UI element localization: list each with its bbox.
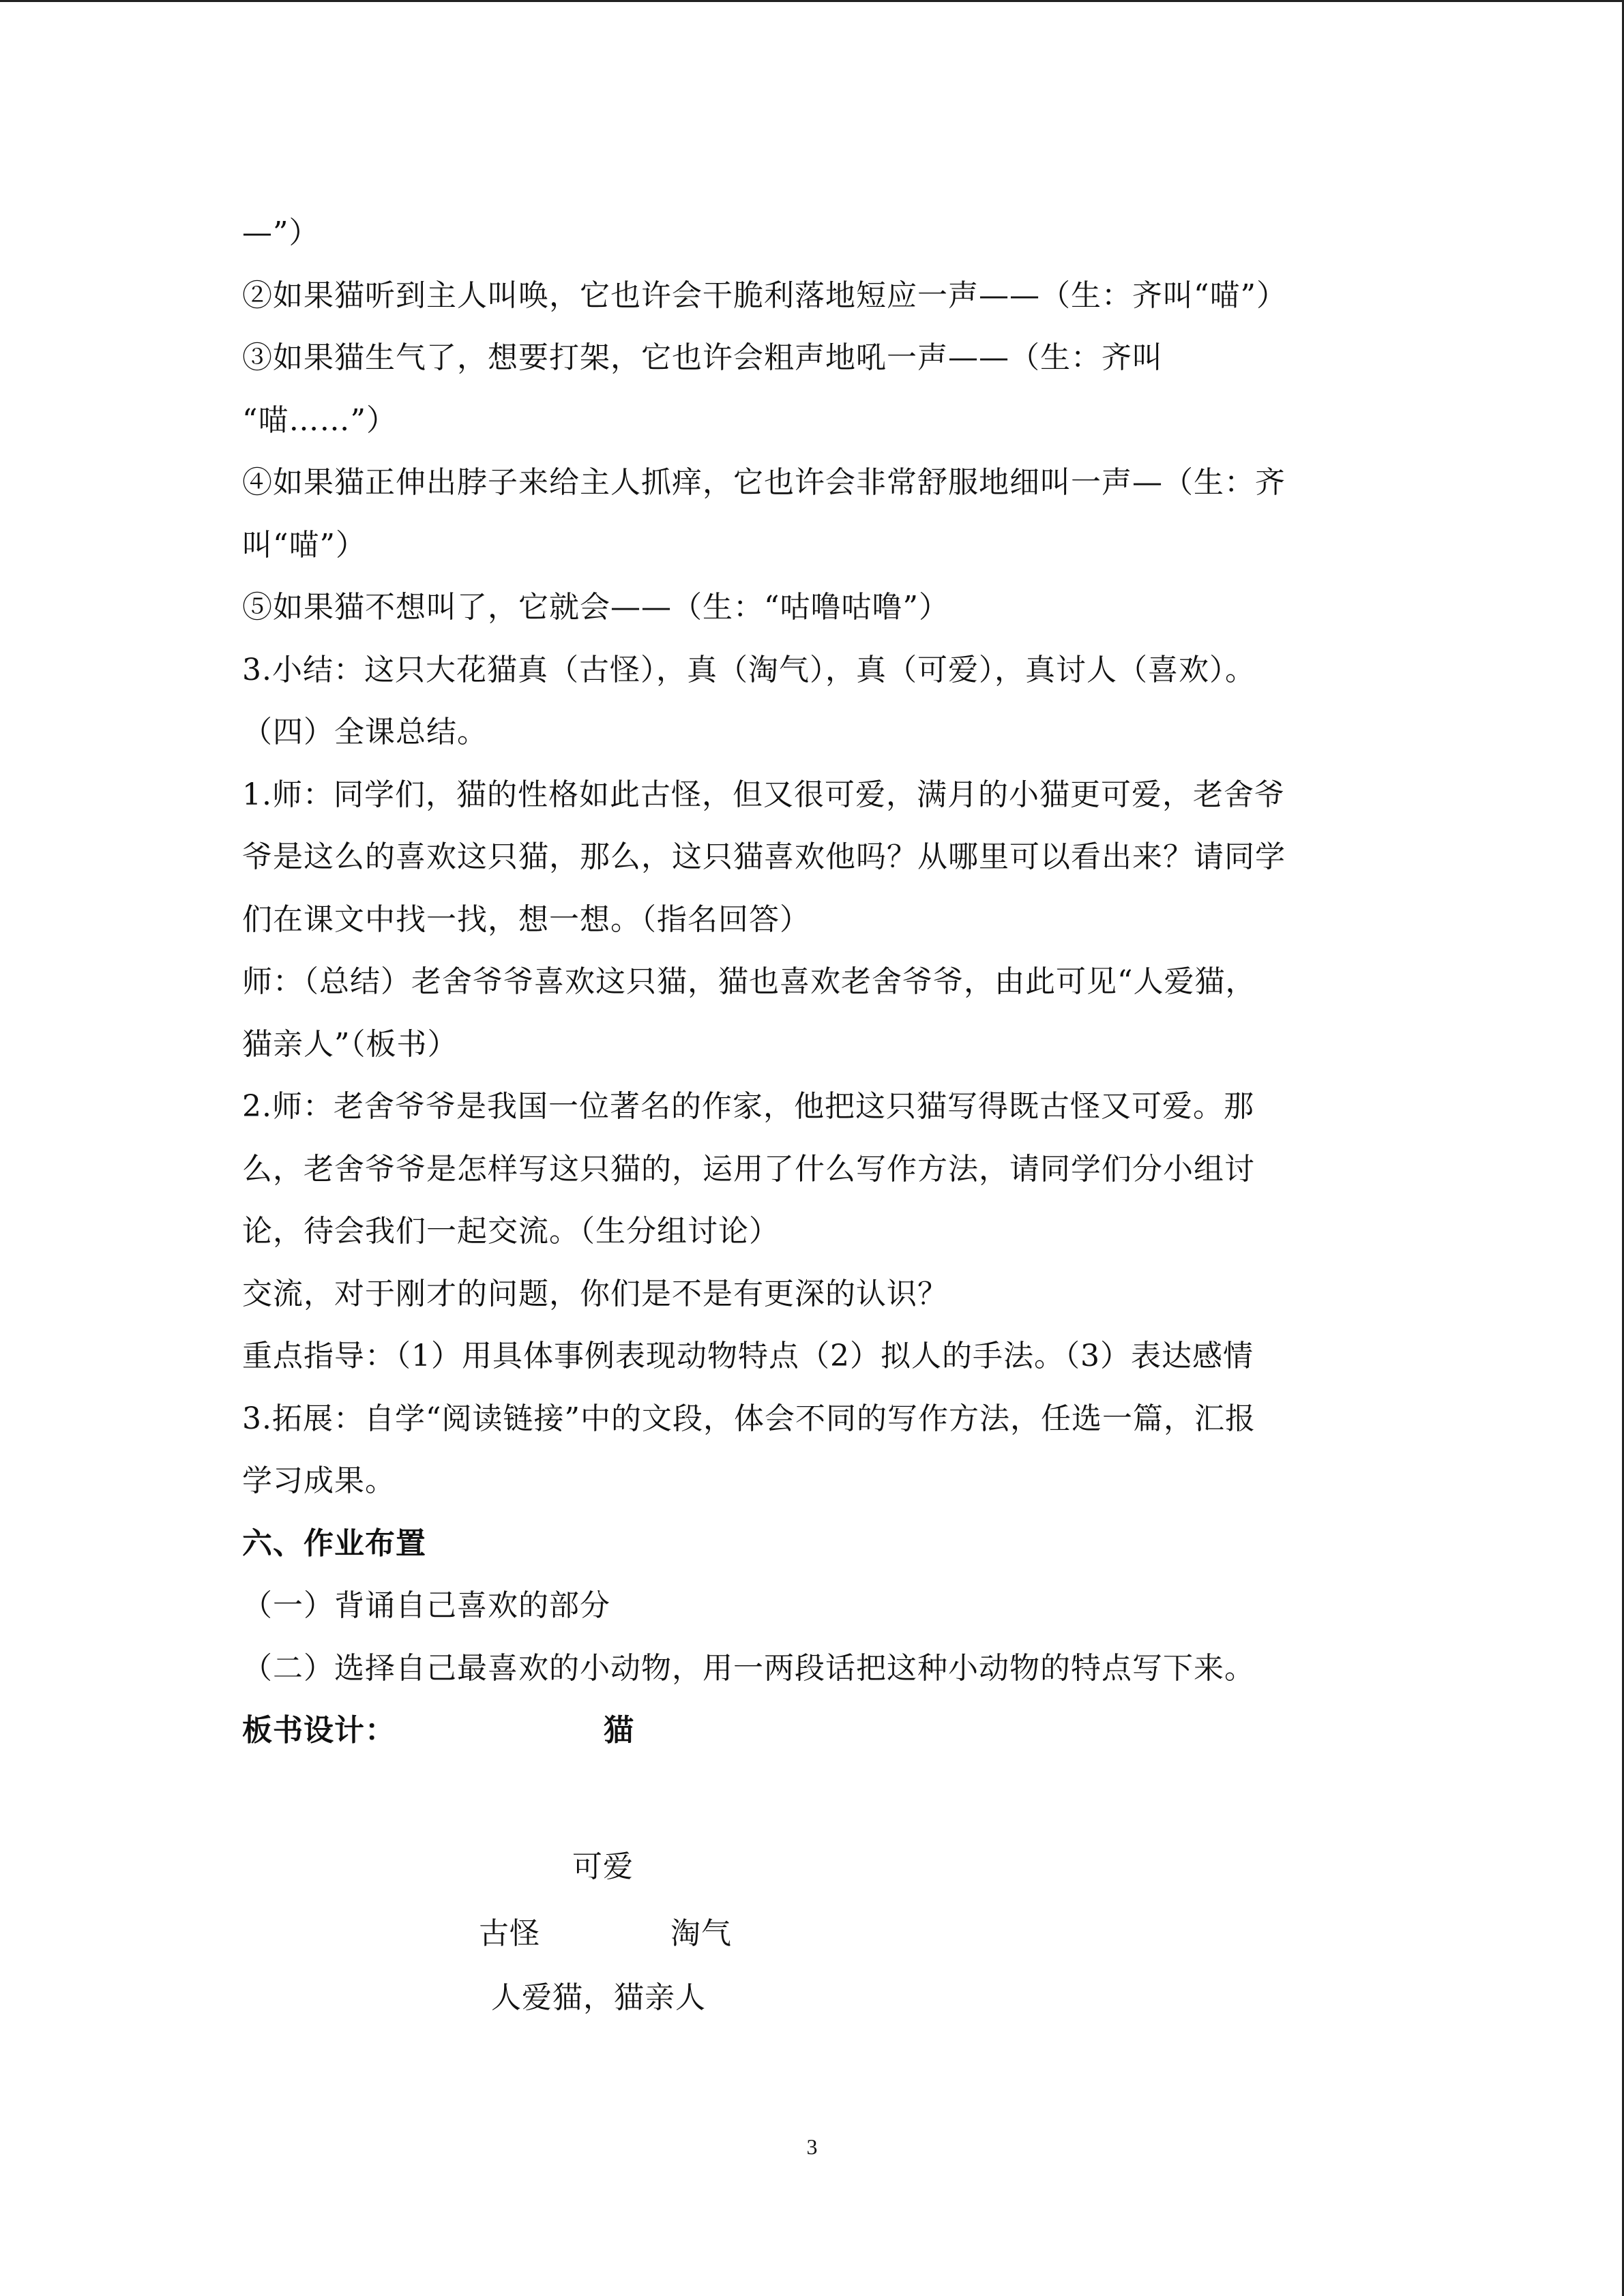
text-line: ③如果猫生气了，想要打架，它也许会粗声地吼一声——（生：齐叫	[242, 340, 1163, 375]
board-left-word: 古怪	[479, 1915, 540, 1951]
text-line: 猫亲人”（板书）	[242, 1026, 458, 1062]
homework-heading: 六、作业布置	[242, 1525, 426, 1561]
homework-item: （二）选择自己最喜欢的小动物，用一两段话把这种小动物的特点写下来。	[242, 1650, 1255, 1686]
text-line: “喵……”）	[242, 402, 397, 438]
board-design	[242, 1762, 1368, 2048]
section-heading: （四）全课总结。	[242, 715, 488, 749]
text-line: 们在课文中找一找，想一想。（指名回答）	[242, 901, 810, 937]
board-right-word: 淘气	[670, 1915, 732, 1951]
board-top-word: 可爱	[572, 1849, 634, 1884]
board-label: 板书设计：	[242, 1713, 396, 1748]
board-title: 猫	[604, 1713, 634, 1748]
text-line: 叫“喵”）	[242, 527, 366, 563]
page-number: 3	[806, 2134, 818, 2159]
text-line: ②如果猫听到主人叫唤，它也许会干脆利落地短应一声——（生：齐叫“喵”）	[242, 278, 1287, 313]
text-line: ⑤如果猫不想叫了，它就会——（生：“咕噜咕噜”）	[242, 590, 949, 625]
text-line: 论，待会我们一起交流。（生分组讨论）	[242, 1214, 780, 1249]
text-line: 1.师：同学们，猫的性格如此古怪，但又很可爱，满月的小猫更可爱，老舍爷	[242, 777, 1285, 812]
text-line: 重点指导：（1）用具体事例表现动物特点（2）拟人的手法。（3）表达感情	[242, 1339, 1254, 1373]
text-line: 爷是这么的喜欢这只猫，那么，这只猫喜欢他吗？从哪里可以看出来？请同学	[242, 839, 1286, 874]
homework-item: （一）背诵自己喜欢的部分	[242, 1588, 610, 1623]
text-line: 3.拓展：自学“阅读链接”中的文段，体会不同的写作方法，任选一篇，汇报	[242, 1401, 1256, 1436]
text-line: 交流，对于刚才的问题，你们是不是有更深的认识？	[242, 1276, 948, 1311]
text-line: ④如果猫正伸出脖子来给主人抓痒，它也许会非常舒服地细叫一声—（生：齐	[242, 465, 1286, 500]
board-title-row	[242, 1699, 1368, 1762]
board-bottom-phrase: 人爱猫，猫亲人	[491, 1980, 706, 2015]
text-line: 2.师：老舍爷爷是我国一位著名的作家，他把这只猫写得既古怪又可爱。那	[242, 1089, 1254, 1124]
text-line: 学习成果。	[242, 1463, 396, 1498]
text-line: 师：（总结）老舍爷爷喜欢这只猫，猫也喜欢老舍爷爷，由此可见“人爱猫，	[242, 964, 1256, 999]
summary-line: 3.小结：这只大花猫真（古怪），真（淘气），真（可爱），真讨人（喜欢）。	[242, 652, 1256, 687]
text-line: —”）	[242, 215, 320, 250]
text-line: 么，老舍爷爷是怎样写这只猫的，运用了什么写作方法，请同学们分小组讨	[242, 1151, 1255, 1187]
document-body	[242, 202, 1368, 2048]
